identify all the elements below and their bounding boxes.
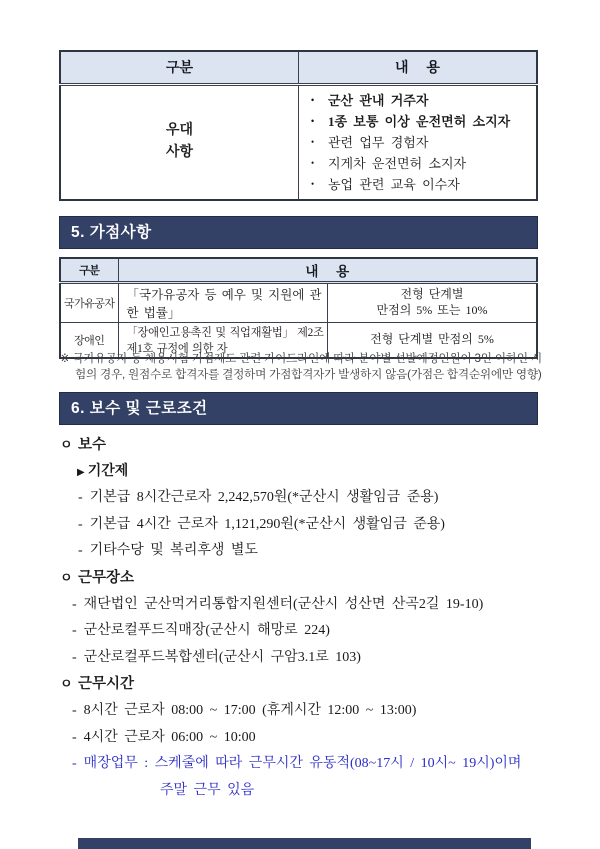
dash-icon: - [78, 543, 83, 559]
list-item-text: 농업 관련 교육 이수자 [328, 176, 460, 192]
bonus-points-table [59, 257, 538, 359]
workplace-item-text: 재단법인 군산먹거리통합지원센터(군산시 성산면 산곡2길 19-10) [83, 596, 484, 612]
table-header-row [60, 258, 537, 283]
list-item [311, 153, 528, 174]
row-category-line2: 사항 [165, 145, 194, 160]
bullet-icon: • [311, 115, 315, 126]
points-line2: 만점의 5% 또는 10% [376, 303, 488, 317]
circle-bullet-icon: ㅇ [60, 676, 73, 692]
workplace-item-complex [60, 645, 558, 672]
column-header-content: 내 용 [118, 258, 537, 283]
list-item [311, 111, 528, 132]
heading-workhours-label: 근무시간 [78, 676, 135, 693]
list-item-text: 군산 관내 거주자 [328, 92, 429, 108]
triangle-bullet-icon: ▶ [77, 466, 85, 478]
dash-icon: - [72, 623, 77, 639]
category-cell: 국가유공자 [60, 283, 118, 323]
workhours-item-text: 8시간 근로자 08:00 ~ 17:00 (휴게시간 12:00 ~ 13:00) [83, 702, 417, 718]
preferred-qualifications-table [59, 50, 538, 201]
dash-icon: - [78, 490, 83, 506]
row-category-preferred [60, 84, 299, 200]
pay-item-text: 기본급 4시간 근로자 1,121,290원(*군산시 생활임금 준용) [89, 516, 445, 532]
next-section-header-edge [78, 838, 531, 849]
table-row [60, 84, 537, 200]
preferred-items-cell [299, 84, 538, 200]
bullet-icon: • [311, 178, 315, 189]
list-item-text: 지게차 운전면허 소지자 [328, 155, 467, 171]
bullet-icon: • [311, 94, 315, 105]
workplace-item-market [60, 618, 558, 645]
section-header-bonus-points: 5. 가점사항 [59, 216, 538, 249]
pay-item-8h [60, 485, 558, 512]
bullet-icon: • [311, 157, 315, 168]
workplace-item-text: 군산로컬푸드복합센터(군산시 구암3.1로 103) [83, 649, 361, 665]
pay-item-benefits [60, 538, 558, 565]
column-header-category: 구분 [60, 51, 299, 84]
points-cell: 전형 단계별 만점의 5% [328, 323, 538, 359]
store-duty-text: 매장업무 : 스케줄에 따라 근무시간 유동적(08~17시 / 10시~ 19시)이며 [83, 756, 522, 772]
conditions-content [60, 432, 558, 804]
subheading-label: 기간제 [87, 463, 129, 479]
points-cell [328, 283, 538, 323]
pay-item-text: 기본급 8시간근로자 2,242,570원(*군산시 생활임금 준용) [89, 490, 439, 506]
dash-icon: - [72, 729, 77, 745]
pay-item-4h [60, 512, 558, 539]
workhours-item-text: 4시간 근로자 06:00 ~ 10:00 [83, 729, 256, 745]
dash-icon: - [72, 702, 77, 718]
workhours-store-duty-line1 [60, 751, 558, 778]
workplace-item-center [60, 592, 558, 619]
section-header-pay-conditions: 6. 보수 및 근로조건 [59, 392, 538, 425]
table-row-national-merit [60, 283, 537, 323]
heading-pay-label: 보수 [78, 437, 107, 453]
subheading-fixed-term [60, 459, 558, 486]
dash-icon: - [72, 756, 77, 772]
column-header-content: 내 용 [299, 51, 538, 84]
heading-pay [60, 432, 558, 459]
column-header-category: 구분 [60, 258, 118, 283]
content-cell: 「장애인고용촉진 및 직업재활법」 제2조 제1호 규정에 의한 자 [118, 323, 328, 359]
heading-workplace-label: 근무장소 [78, 569, 135, 586]
list-item [311, 174, 528, 195]
table-header-row [60, 51, 537, 84]
footnote-guideline: ※ 국가유공자 등 채용시험 가점제도 관련 가이드라인에 따라 분야별 선발예정인원이 3인 이하인 시험의 경우, 원점수로 합격자를 결정하며 가점합격자가 발생하지 않음(가점은 합격순위에만 영향) [60, 352, 542, 381]
list-item [311, 132, 528, 153]
pay-item-text: 기타수당 및 복리후생 별도 [89, 543, 258, 559]
heading-workhours [60, 671, 558, 698]
category-cell: 장애인 [60, 323, 118, 359]
bullet-icon: • [311, 136, 315, 147]
heading-workplace [60, 565, 558, 592]
dash-icon: - [78, 516, 83, 532]
workplace-item-text: 군산로컬푸드직매장(군산시 해망로 224) [83, 623, 330, 639]
list-item-text: 관련 업무 경험자 [328, 134, 429, 150]
row-category-line1: 우대 [165, 123, 194, 139]
content-cell: 「국가유공자 등 예우 및 지원에 관한 법률」 [118, 283, 328, 323]
workhours-store-duty-line2: 주말 근무 있음 [160, 782, 255, 798]
circle-bullet-icon: ㅇ [60, 437, 73, 452]
circle-bullet-icon: ㅇ [60, 569, 73, 585]
dash-icon: - [72, 596, 77, 612]
workhours-item-4h [60, 725, 558, 752]
points-line1: 전형 단계별 [400, 287, 464, 302]
dash-icon: - [72, 649, 77, 665]
list-item-text: 1종 보통 이상 운전면허 소지자 [328, 113, 511, 129]
workhours-item-8h [60, 698, 558, 725]
list-item [311, 90, 528, 111]
